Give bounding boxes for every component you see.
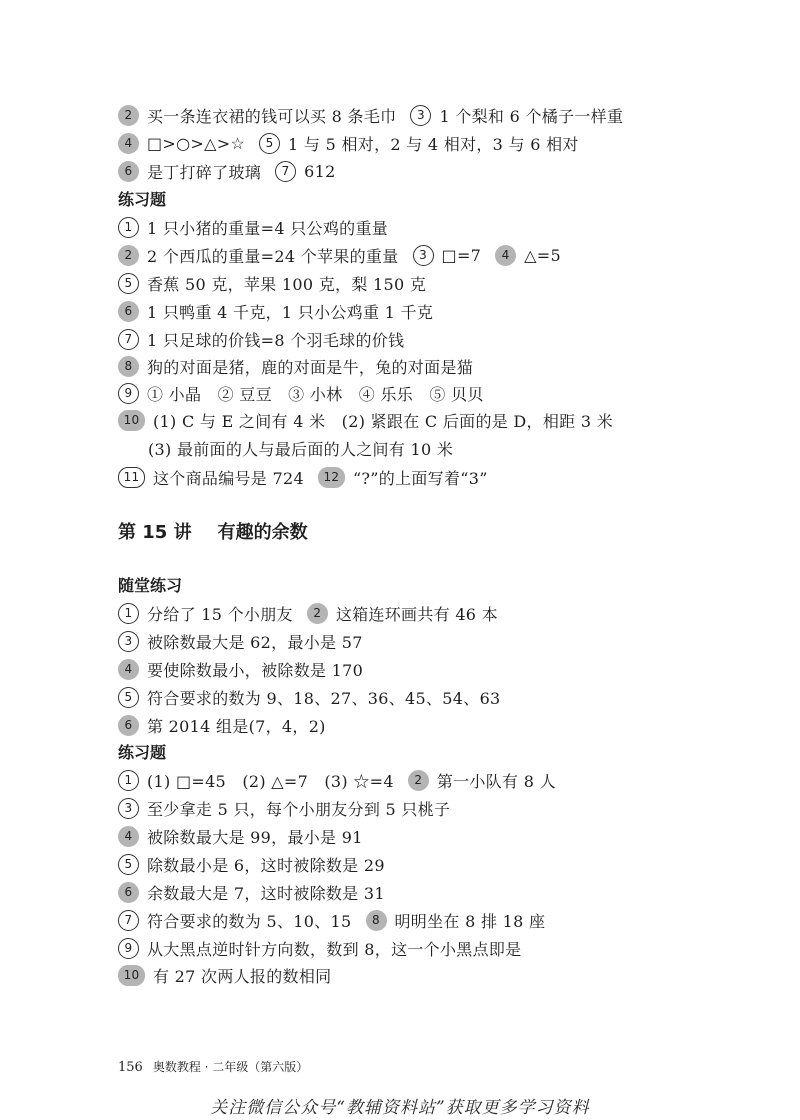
answer-line	[118, 269, 440, 297]
answer-item	[118, 630, 363, 653]
answer-line	[118, 213, 402, 241]
answer-item	[410, 104, 623, 127]
question-number-badge: 4	[495, 245, 516, 266]
answer-item	[318, 466, 488, 489]
question-number-badge: 8	[366, 910, 387, 931]
answer-text: 香蕉 50 克，苹果 100 克，梨 150 克	[147, 274, 427, 294]
answer-text: 除数最小是 6，这时被除数是 29	[147, 855, 385, 875]
answer-text: 第 2014 组是(7，4，2)	[147, 716, 326, 736]
answer-line	[118, 325, 418, 353]
answer-text: 分给了 15 个小朋友	[147, 604, 293, 624]
answer-text: 1 与 5 相对，2 与 4 相对，3 与 6 相对	[288, 134, 579, 154]
answer-item	[118, 825, 363, 848]
answer-item	[118, 300, 433, 323]
answer-line	[118, 379, 498, 407]
section-heading: 练习题	[118, 190, 167, 209]
answer-text: □>○>△>☆	[147, 133, 246, 153]
answer-text: (1) □=45 (2) △=7 (3) ☆=4	[147, 771, 394, 791]
answer-text: 第一小队有 8 人	[436, 771, 556, 791]
answer-text: 被除数最大是 99，最小是 91	[147, 827, 363, 847]
answer-line	[118, 711, 340, 739]
answer-text: “?”的上面写着“3”	[352, 468, 488, 488]
answer-item	[118, 658, 363, 681]
answer-item	[118, 244, 399, 267]
lesson-name: 有趣的余数	[217, 522, 308, 543]
answer-line	[118, 599, 512, 627]
answer-line	[118, 297, 447, 325]
answer-text: 狗的对面是猪，鹿的对面是牛，兔的对面是猫	[147, 357, 474, 377]
answer-line	[118, 129, 593, 157]
answer-item	[118, 466, 304, 489]
question-number-badge: 9	[118, 383, 139, 404]
question-number-badge: 1	[118, 603, 139, 624]
question-number-badge: 6	[118, 882, 139, 903]
question-number-badge: 10	[118, 965, 145, 986]
answer-item	[118, 409, 613, 432]
answer-text: 被除数最大是 62，最小是 57	[147, 632, 363, 652]
answer-line	[118, 850, 399, 878]
answer-item	[118, 328, 404, 351]
answer-item	[118, 133, 245, 154]
answer-text: 这个商品编号是 724	[153, 468, 304, 488]
question-number-badge: 2	[307, 603, 328, 624]
answer-item	[118, 714, 326, 737]
answer-text: □=7	[441, 245, 482, 265]
answer-line	[118, 101, 637, 129]
answer-line	[118, 352, 487, 380]
question-number-badge: 1	[118, 770, 139, 791]
answer-item	[148, 437, 453, 460]
question-number-badge: 5	[118, 854, 139, 875]
question-number-badge: 3	[118, 798, 139, 819]
answer-item	[118, 797, 450, 820]
question-number-badge: 7	[118, 910, 139, 931]
question-number-badge: 7	[118, 329, 139, 350]
answer-item	[118, 216, 388, 239]
question-number-badge: 1	[118, 217, 139, 238]
answer-line	[118, 627, 377, 655]
answer-text: 是丁打碎了玻璃	[147, 162, 262, 182]
answer-item	[408, 769, 556, 792]
question-number-badge: 5	[118, 687, 139, 708]
question-number-badge: 4	[118, 133, 139, 154]
answer-item	[118, 104, 396, 127]
question-number-badge: 5	[118, 273, 139, 294]
answer-line	[118, 794, 464, 822]
question-number-badge: 11	[118, 467, 145, 488]
answer-text: 2 个西瓜的重量=24 个苹果的重量	[147, 246, 399, 266]
question-number-badge: 12	[318, 467, 345, 488]
question-number-badge: 2	[408, 770, 429, 791]
question-number-badge: 6	[118, 301, 139, 322]
answer-text: 这箱连环画共有 46 本	[335, 604, 498, 624]
answer-item	[118, 160, 261, 183]
answer-text: 1 只小猪的重量=4 只公鸡的重量	[147, 218, 389, 238]
answer-text: 明明坐在 8 排 18 座	[394, 911, 546, 931]
answer-item	[366, 909, 546, 932]
answer-text: 要使除数最小，被除数是 170	[147, 660, 364, 680]
question-number-badge: 2	[118, 245, 139, 266]
answer-item	[118, 686, 501, 709]
question-number-badge: 5	[259, 133, 280, 154]
answer-item	[118, 909, 352, 932]
answer-item	[118, 964, 331, 987]
answer-text: 有 27 次两人报的数相同	[153, 966, 332, 986]
answer-line	[118, 822, 377, 850]
question-number-badge: 8	[118, 356, 139, 377]
question-number-badge: 6	[118, 161, 139, 182]
answer-item	[118, 355, 473, 378]
answer-item	[118, 602, 293, 625]
answer-text: 612	[304, 161, 336, 181]
answer-line	[118, 906, 559, 934]
answer-item	[118, 272, 426, 295]
answer-line	[118, 766, 570, 794]
answer-item	[495, 245, 561, 266]
page-number: 156	[118, 1060, 143, 1075]
answer-text: 至少拿走 5 只，每个小朋友分到 5 只桃子	[147, 799, 451, 819]
answer-item	[118, 769, 394, 792]
answer-text: 从大黑点逆时针方向数，数到 8，这一个小黑点即是	[147, 939, 522, 959]
answer-line	[118, 878, 399, 906]
answer-text: 1 只鸭重 4 千克，1 只小公鸡重 1 千克	[147, 302, 434, 322]
section-heading: 练习题	[118, 743, 167, 762]
answer-line	[148, 434, 467, 462]
book-title: 奥数教程 · 二年级（第六版）	[152, 1060, 309, 1074]
question-number-badge: 4	[118, 659, 139, 680]
answer-line	[118, 406, 627, 434]
answer-item	[118, 382, 484, 405]
answer-text: 余数最大是 7，这时被除数是 31	[147, 883, 385, 903]
section-heading: 随堂练习	[118, 576, 183, 595]
answer-line	[118, 934, 535, 962]
watermark-text: 关注微信公众号“教辅资料站”获取更多学习资料	[210, 1098, 590, 1118]
answer-item	[307, 602, 498, 625]
answer-text: 1 个梨和 6 个橘子一样重	[439, 106, 624, 126]
answer-text: 符合要求的数为 5、10、15	[147, 911, 352, 931]
answer-line	[118, 157, 350, 185]
answer-item	[118, 937, 521, 960]
question-number-badge: 7	[275, 161, 296, 182]
answer-item	[259, 132, 579, 155]
question-number-badge: 3	[410, 105, 431, 126]
answer-item	[118, 853, 385, 876]
answer-item	[275, 161, 335, 182]
question-number-badge: 6	[118, 715, 139, 736]
answer-line	[118, 655, 377, 683]
question-number-badge: 3	[118, 631, 139, 652]
question-number-badge: 3	[413, 245, 434, 266]
answer-line	[118, 683, 515, 711]
answer-text: 买一条连衣裙的钱可以买 8 条毛巾	[147, 106, 397, 126]
question-number-badge: 9	[118, 938, 139, 959]
answer-text: △=5	[524, 245, 561, 265]
question-number-badge: 4	[118, 826, 139, 847]
lesson-number: 第 15 讲	[118, 522, 192, 543]
lesson-title	[118, 518, 308, 544]
page-footer	[118, 1058, 308, 1075]
answer-line	[118, 961, 345, 989]
answer-text: ① 小晶 ② 豆豆 ③ 小林 ④ 乐乐 ⑤ 贝贝	[147, 384, 484, 404]
answer-text: 1 只足球的价钱=8 个羽毛球的价钱	[147, 330, 405, 350]
question-number-badge: 2	[118, 105, 139, 126]
answer-text: (3) 最前面的人与最后面的人之间有 10 米	[148, 439, 454, 459]
answer-text: (1) C 与 E 之间有 4 米 (2) 紧跟在 C 后面的是 D，相距 3 米	[153, 411, 614, 431]
answer-item	[118, 881, 385, 904]
answer-item	[413, 245, 482, 266]
answer-text: 符合要求的数为 9、18、27、36、45、54、63	[147, 688, 501, 708]
answer-line	[118, 463, 502, 491]
question-number-badge: 10	[118, 410, 145, 431]
answer-line	[118, 241, 575, 269]
